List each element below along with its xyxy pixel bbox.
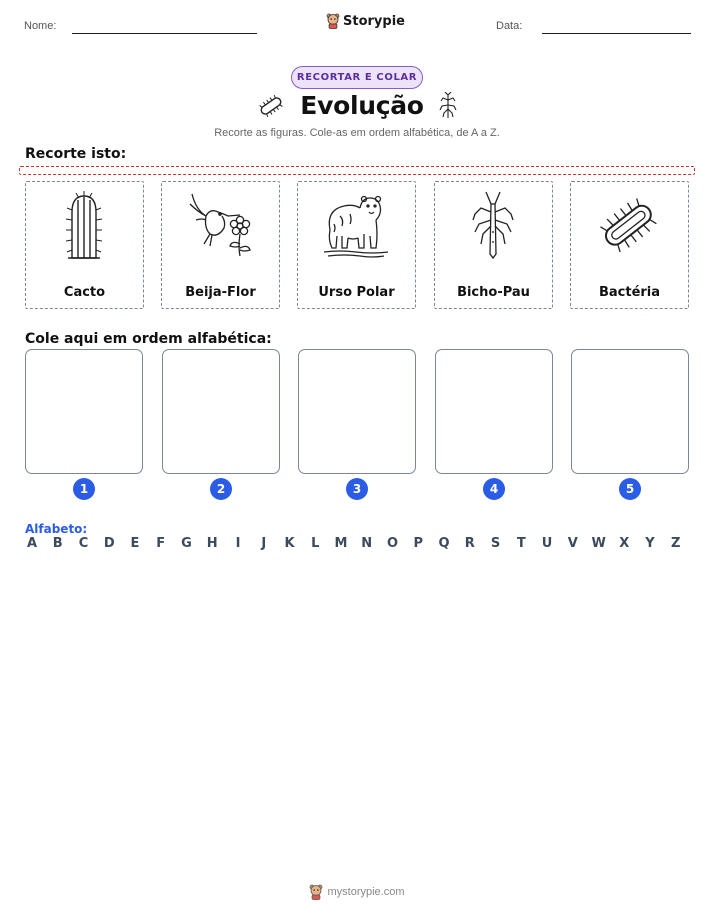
polar-bear-icon (320, 190, 392, 262)
name-field[interactable] (72, 33, 257, 34)
stick-insect-icon (457, 190, 529, 262)
page-title: Evolução (300, 91, 424, 120)
instructions: Recorte as figuras. Cole-as em ordem alfabética, de A a Z. (214, 127, 500, 139)
storypie-mascot-icon (326, 13, 340, 29)
alphabet-letter: C (78, 536, 89, 551)
footer (0, 884, 714, 900)
cactus-icon (48, 190, 120, 262)
alphabet-letter: S (490, 536, 501, 551)
alphabet-letter: T (516, 536, 526, 551)
alphabet-letter: X (619, 536, 630, 551)
paste-box-3[interactable] (298, 349, 416, 474)
card-label: Bactéria (598, 285, 661, 300)
alphabet-letter: K (284, 536, 295, 551)
paste-section-title: Cole aqui em ordem alfabética: (25, 331, 272, 347)
storypie-mascot-icon (309, 884, 323, 900)
alphabet-letter: Q (438, 536, 450, 551)
brand-name: Storypie (343, 13, 405, 29)
alphabet-letter: L (311, 536, 320, 551)
cut-line (19, 166, 695, 175)
alphabet-letter: J (261, 536, 267, 551)
brand-logo (326, 13, 405, 29)
alphabet-letter: A (26, 536, 38, 551)
alphabet-letter: H (206, 536, 218, 551)
paste-box-2[interactable] (162, 349, 280, 474)
paste-box-5[interactable] (571, 349, 689, 474)
stick-insect-icon (438, 92, 458, 120)
alphabet-letter: N (361, 536, 373, 551)
cut-section-title: Recorte isto: (25, 146, 127, 162)
alphabet-letter: U (541, 536, 553, 551)
alphabet-letter: W (591, 536, 606, 551)
card-label: Urso Polar (318, 285, 395, 300)
paste-box-4[interactable] (435, 349, 553, 474)
number-badge-5: 5 (619, 478, 641, 500)
bacteria-icon (593, 190, 665, 262)
card-label: Cacto (63, 285, 106, 300)
alphabet-letter: O (386, 536, 399, 551)
activity-badge: RECORTAR E COLAR (291, 66, 423, 89)
cut-card-stick-insect[interactable] (434, 181, 553, 309)
cut-card-cactus[interactable] (25, 181, 144, 309)
hummingbird-icon (184, 190, 256, 262)
number-badge-2: 2 (210, 478, 232, 500)
alphabet-letter: Z (671, 536, 681, 551)
date-field[interactable] (542, 33, 691, 34)
alphabet-letter: G (181, 536, 192, 551)
alphabet-row (25, 536, 691, 551)
alphabet-title: Alfabeto: (25, 522, 88, 536)
name-label: Nome: (24, 20, 57, 32)
alphabet-letter: E (130, 536, 140, 551)
title-row (0, 91, 714, 120)
number-badge-4: 4 (483, 478, 505, 500)
paste-box-1[interactable] (25, 349, 143, 474)
alphabet-letter: V (567, 536, 578, 551)
alphabet-letter: Y (645, 536, 655, 551)
footer-link[interactable]: mystorypie.com (327, 886, 405, 898)
card-label: Beija-Flor (185, 285, 256, 300)
number-badge-1: 1 (73, 478, 95, 500)
alphabet-letter: R (464, 536, 475, 551)
cut-card-bacteria[interactable] (570, 181, 689, 309)
alphabet-letter: P (413, 536, 424, 551)
alphabet-letter: M (334, 536, 348, 551)
cut-card-hummingbird[interactable] (161, 181, 280, 309)
cut-card-polar-bear[interactable] (297, 181, 416, 309)
number-badge-3: 3 (346, 478, 368, 500)
date-label: Data: (496, 20, 523, 32)
alphabet-letter: D (103, 536, 115, 551)
alphabet-letter: F (156, 536, 166, 551)
alphabet-letter: B (52, 536, 63, 551)
alphabet-letter: I (235, 536, 241, 551)
card-label: Bicho-Pau (457, 285, 530, 300)
bacteria-icon (256, 93, 286, 119)
